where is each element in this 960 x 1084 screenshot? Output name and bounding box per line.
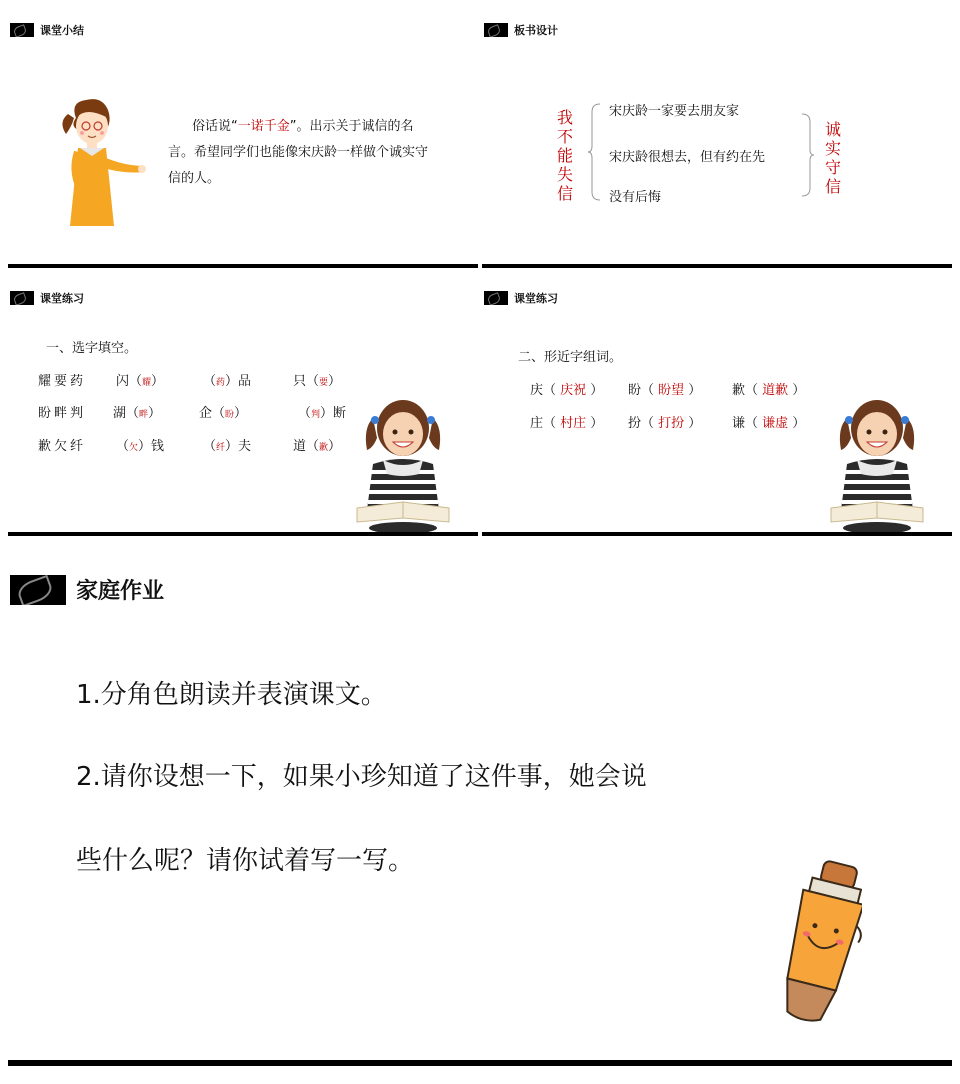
exercise-item [199,402,247,421]
board-char: 能 [557,146,574,165]
item-post: ） [328,374,342,389]
item-answer: 盼 [225,410,235,420]
word-item: 庄（ 村庄 ） [530,416,604,431]
item-pre: （ [116,439,130,454]
item-post: ） [151,374,165,389]
girl-reading-illustration [353,398,453,534]
homework-header [10,574,164,605]
item-answer: 药 [216,378,226,388]
exercise-chars: 歉欠纤 [38,439,87,454]
word-answer: 道歉 [762,383,789,398]
section-title: 课堂练习 [514,292,558,305]
word-char: 庆 [530,383,544,398]
exercise-item [203,370,251,389]
board-char: 守 [825,158,842,177]
word-char: 庄 [530,416,544,431]
girl-reading-illustration [827,398,927,534]
word-item: 庆（ 庆祝 ） [530,383,604,398]
board-line: 宋庆龄很想去，但有约在先 [609,150,766,165]
word-answer: 盼望 [658,383,685,398]
item-post: ） [328,439,342,454]
item-pre: 只（ [293,374,320,389]
board-line: 宋庆龄一家要去朋友家 [609,104,740,119]
item-pre: （ [203,374,217,389]
divider-rule [8,264,478,268]
panel-board-design [482,14,952,270]
panel-homework [8,556,952,1076]
item-answer: 歉 [319,443,329,453]
summary-highlight: 一诺千金 [237,119,290,134]
board-char: 不 [557,127,574,146]
item-pre: （ [203,439,217,454]
divider-rule [482,264,952,268]
exercise-instruction: 一、选字填空。 [46,341,138,356]
item-answer: 判 [311,410,321,420]
section-mark-icon [10,575,66,605]
panel-summary [8,14,478,270]
word-char: 歉 [732,383,746,398]
word-item: 谦（ 谦虚 ） [732,416,806,431]
board-char: 我 [557,108,574,127]
board-line: 没有后悔 [609,190,662,205]
board-char: 实 [825,139,842,158]
word-item: 扮（ 打扮 ） [628,416,702,431]
section-mark-icon [484,23,508,37]
section-mark-icon [10,23,34,37]
homework-line-1: 1.分角色朗读并表演课文。 [76,680,387,710]
summary-paragraph [168,114,430,192]
word-answer: 村庄 [560,416,587,431]
section-title: 板书设计 [514,24,558,37]
word-item: 盼（ 盼望 ） [628,383,702,398]
right-brace-icon [800,112,814,198]
exercise-chars: 耀要药 [38,374,87,389]
item-post: ）夫 [225,439,252,454]
item-pre: 湖（ [113,406,140,421]
section-title: 家庭作业 [76,579,165,604]
exercise-chars: 盼畔判 [38,406,87,421]
board-char: 信 [825,177,842,196]
item-pre: 道（ [293,439,320,454]
word-char: 谦 [732,416,746,431]
exercise-item [113,402,161,421]
summary-text-before: 俗话说“ [192,119,238,134]
word-answer: 谦虚 [762,416,789,431]
item-pre: 闪（ [116,374,143,389]
homework-line-2: 2.请你设想一下，如果小珍知道了这件事，她会说 [76,762,647,792]
item-post: ）钱 [138,439,165,454]
divider-rule [482,532,952,536]
pencil-mascot-illustration [766,856,862,1031]
summary-text-after: ”。出示关于诚信的名言。希望同学们也能像宋庆龄一样做个诚实守信的人。 [168,119,429,186]
word-answer: 庆祝 [560,383,587,398]
board-char: 诚 [825,120,842,139]
section-mark-icon [484,291,508,305]
item-pre: （ [298,406,312,421]
teacher-illustration [56,96,146,231]
exercise-item [293,370,341,389]
exercise-item [298,402,346,421]
panel-board-header [484,22,558,38]
section-title: 课堂练习 [40,292,84,305]
word-item: 歉（ 道歉 ） [732,383,806,398]
panel-exercise-header [10,290,84,306]
section-mark-icon [10,291,34,305]
exercise-item [116,370,164,389]
item-answer: 欠 [129,443,139,453]
board-char: 失 [557,165,574,184]
homework-line-3: 些什么呢？请你试着写一写。 [76,846,415,876]
item-post: ）品 [225,374,252,389]
item-answer: 纤 [216,443,226,453]
item-pre: 企（ [199,406,226,421]
left-brace-icon [588,102,602,202]
item-answer: 耀 [142,378,152,388]
word-char: 盼 [628,383,642,398]
item-answer: 要 [319,378,329,388]
exercise-item [293,435,341,454]
panel-exercise-header [484,290,558,306]
item-post: ） [234,406,248,421]
exercise-instruction: 二、形近字组词。 [518,350,623,365]
word-answer: 打扮 [658,416,685,431]
divider-rule [8,532,478,536]
word-char: 扮 [628,416,642,431]
panel-exercise-words [482,282,952,536]
panel-exercise-fill [8,282,478,536]
exercise-item [203,435,251,454]
divider-rule [8,1060,952,1066]
panel-summary-header [10,22,84,38]
item-post: ） [148,406,162,421]
item-post: ）断 [320,406,347,421]
board-char: 信 [557,184,574,203]
board-left-vertical [557,108,573,203]
board-right-vertical [825,120,841,196]
item-answer: 畔 [139,410,149,420]
exercise-item [116,435,164,454]
section-title: 课堂小结 [40,24,84,37]
